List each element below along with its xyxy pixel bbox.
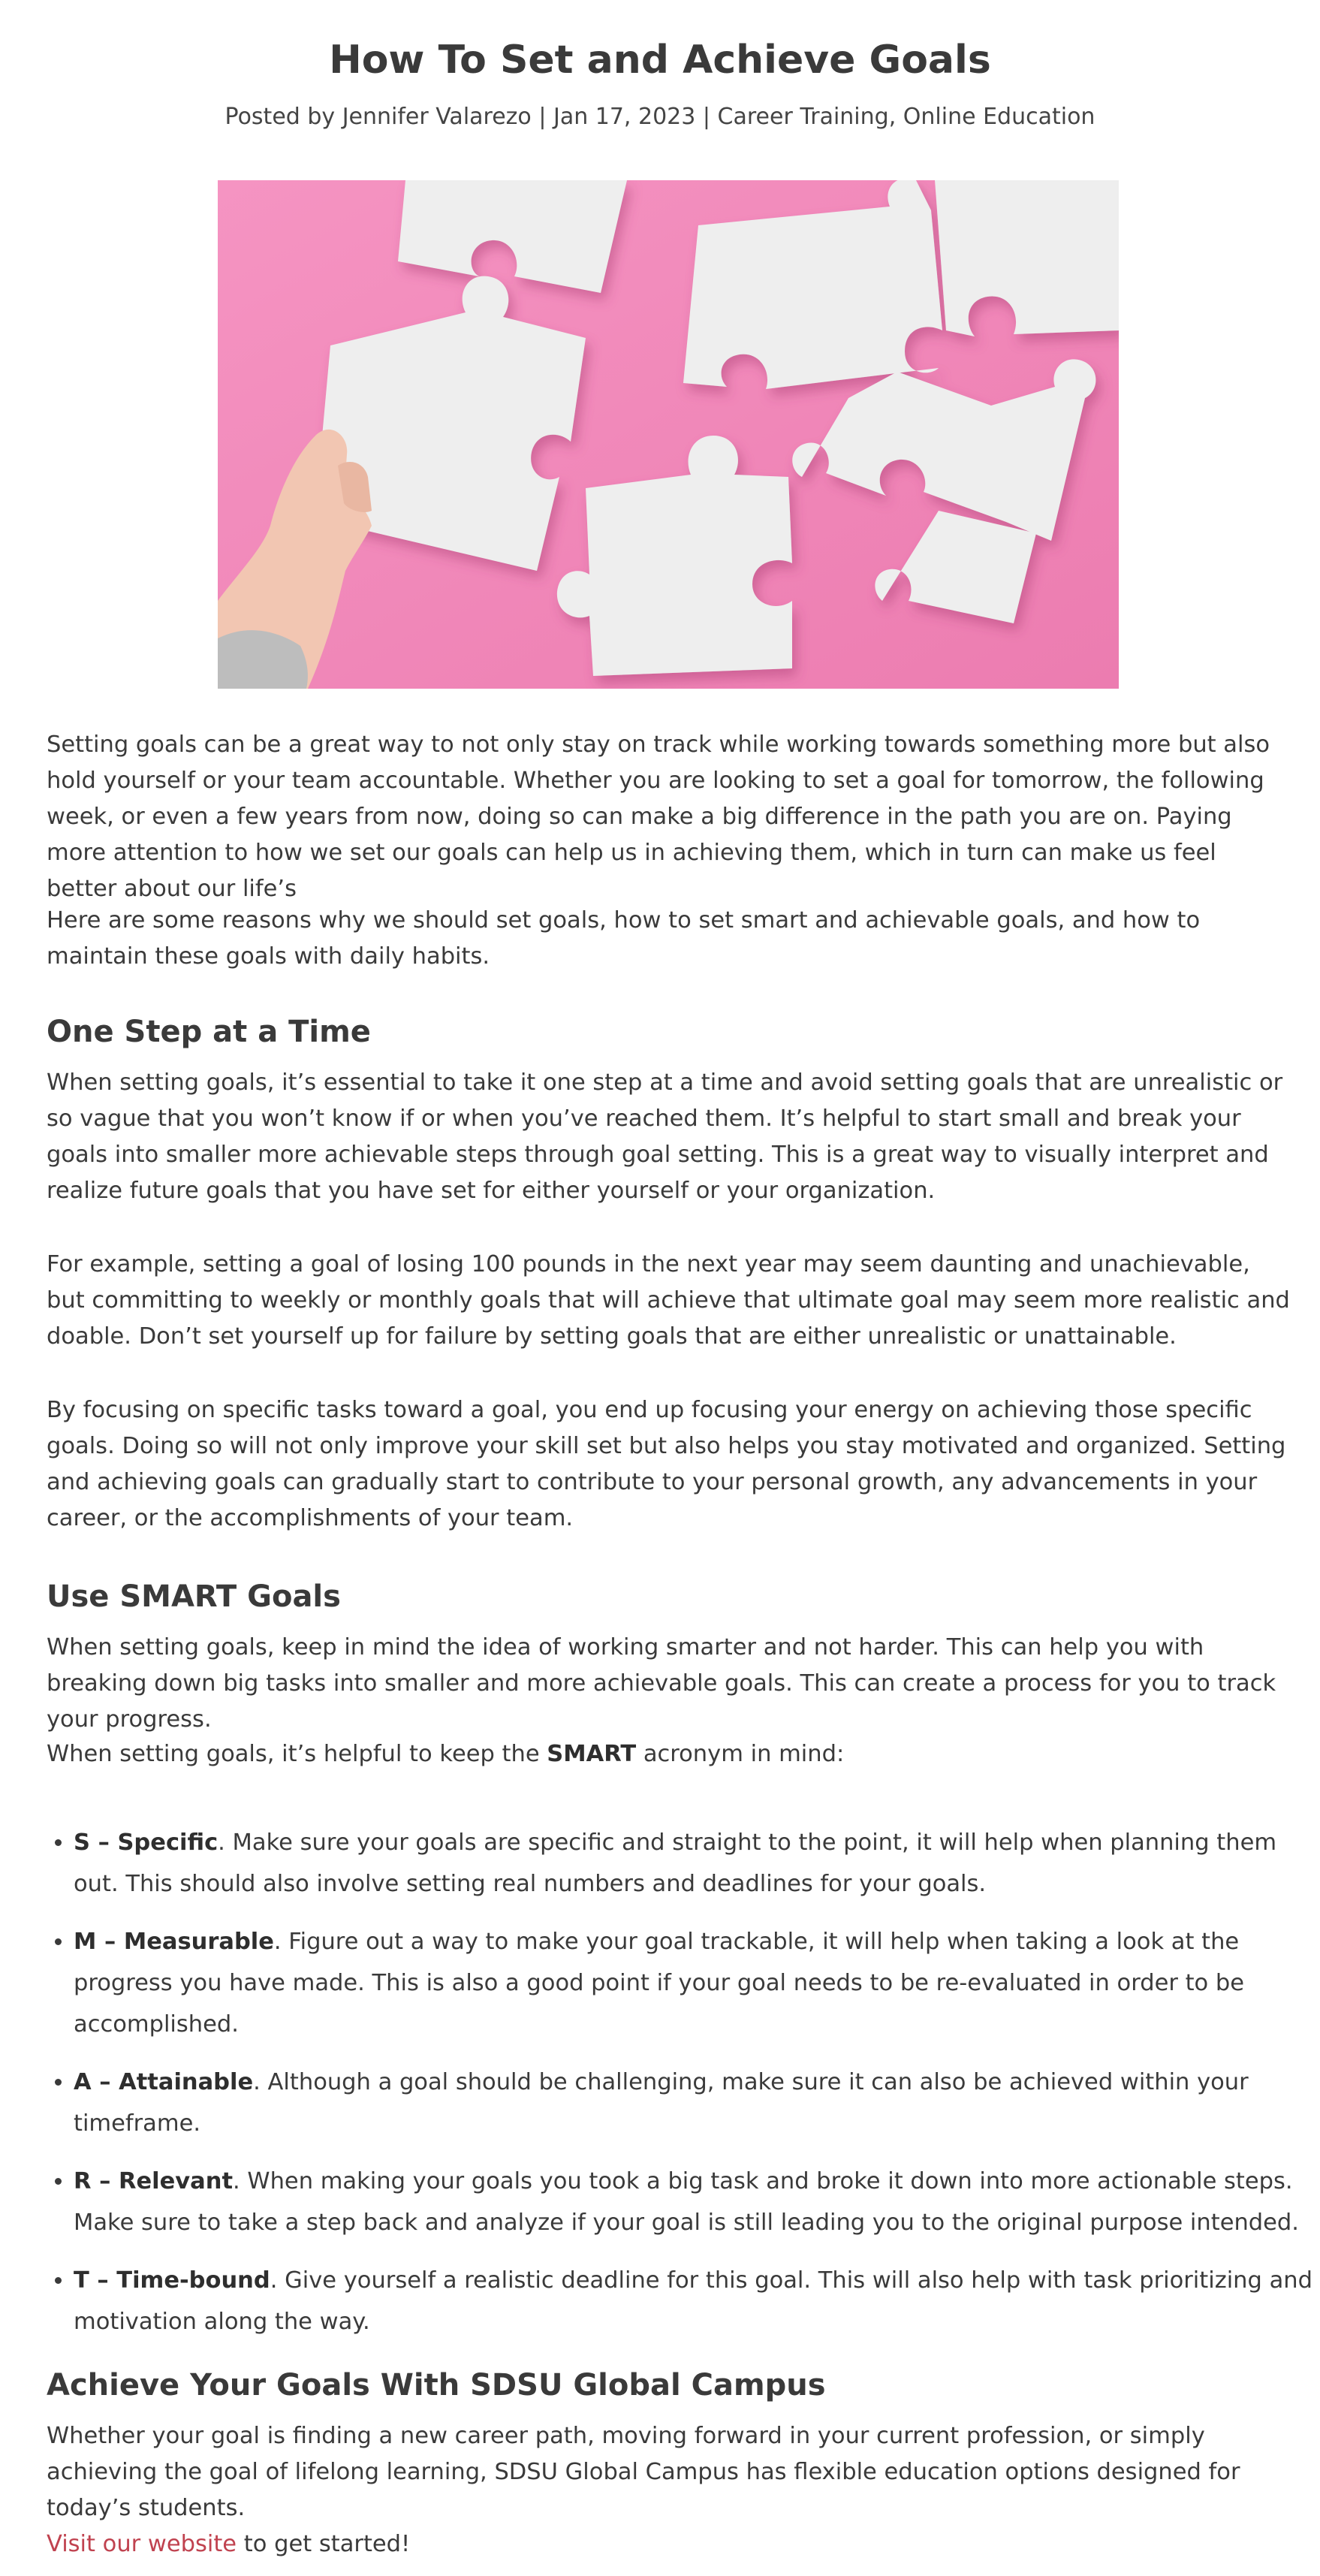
list-item-relevant xyxy=(74,2161,1312,2243)
section1-paragraph-3: By focusing on specific tasks toward a goal, you end up focusing your energy on achieving those specific goals. Doing so will not only improve your skill set but also helps you stay motivated and organized. Setting and achieving goals can gradually start to contribute to your personal growth, any advancements in your career, or the accomplishments of your team. xyxy=(47,1397,1286,1531)
category-link-online-education[interactable]: Online Education xyxy=(903,104,1095,130)
list-text: . Although a goal should be challenging, make sure it can also be achieved within your timeframe. xyxy=(74,2069,1249,2137)
category-separator: , xyxy=(888,104,903,130)
list-text: . When making your goals you took a big task and broke it down into more actionable steps. Make sure to take a step back and analyze if your goal is still leading you to the original purpose intended. xyxy=(74,2168,1299,2236)
section-heading-one-step: One Step at a Time xyxy=(47,1015,371,1049)
section3-paragraph xyxy=(47,2418,1293,2562)
list-term: R – Relevant xyxy=(74,2168,234,2194)
acronym-intro-before: When setting goals, it’s helpful to keep the xyxy=(47,1741,547,1767)
visit-website-link[interactable]: Visit our website xyxy=(47,2531,237,2557)
meta-separator: | xyxy=(531,104,553,130)
section-heading-sdsu: Achieve Your Goals With SDSU Global Campus xyxy=(47,2368,826,2403)
intro-paragraph-1: Setting goals can be a great way to not only stay on track while working towards something more but also hold yourself or your team accountable. Whether you are looking to set a goal for tomorrow, the following week, or even a few years from now, doing so can make a big difference in the path you are on. Paying more attention to how we set our goals can help us in achieving them, which in turn can make us feel better about our life’s xyxy=(47,731,1270,902)
list-item-attainable xyxy=(74,2062,1312,2144)
puzzle-illustration xyxy=(218,180,1119,689)
section2-paragraph: When setting goals, keep in mind the idea of working smarter and not harder. This can help you with breaking down big tasks into smaller and more achievable goals. This can create a process for you to track your progress. xyxy=(47,1634,1276,1733)
section3-text: Whether your goal is finding a new career path, moving forward in your current profession, or simply achieving the goal of lifelong learning, SDSU Global Campus has flexible education options designed for today’s students. xyxy=(47,2423,1240,2521)
meta-separator: | xyxy=(695,104,718,130)
section1-paragraph-2: For example, setting a goal of losing 100 pounds in the next year may seem daunting and unachievable, but committing to weekly or monthly goals that will achieve that ultimate goal may seem more realistic and doable. Don’t set yourself up for failure by setting goals that are either unrealistic or unattainable. xyxy=(47,1251,1290,1350)
section-heading-smart-goals: Use SMART Goals xyxy=(47,1579,341,1614)
page-title: How To Set and Achieve Goals xyxy=(329,38,991,83)
post-date: Jan 17, 2023 xyxy=(553,104,696,130)
acronym-intro-after: acronym in mind: xyxy=(636,1741,845,1767)
author-link[interactable]: Jennifer Valarezo xyxy=(342,104,532,130)
meta-prefix: Posted by xyxy=(225,104,342,130)
list-item-specific xyxy=(74,1822,1312,1905)
list-term: M – Measurable xyxy=(74,1929,274,1955)
list-item-measurable xyxy=(74,1921,1312,2045)
post-meta xyxy=(0,101,1320,134)
smart-acronym-intro xyxy=(47,1736,1293,1772)
puzzle-pieces-image xyxy=(218,180,1119,689)
list-item-time-bound xyxy=(74,2260,1312,2342)
list-text: . Give yourself a realistic deadline for this goal. This will also help with task prioritizing and motivation along the way. xyxy=(74,2267,1312,2335)
list-text: . Figure out a way to make your goal trackable, it will help when taking a look at the progress you have made. This is also a good point if your goal needs to be re-evaluated in order to be accomplished. xyxy=(74,1929,1245,2038)
smart-list xyxy=(47,1822,1312,2359)
list-term: S – Specific xyxy=(74,1829,218,1856)
list-text: . Make sure your goals are specific and straight to the point, it will help when planning them out. This should also involve setting real numbers and deadlines for your goals. xyxy=(74,1829,1277,1897)
category-link-career-training[interactable]: Career Training xyxy=(717,104,889,130)
list-term: T – Time-bound xyxy=(74,2267,270,2294)
acronym-smart: SMART xyxy=(547,1741,637,1767)
after-link-text: to get started! xyxy=(237,2531,411,2557)
intro-paragraph-2: Here are some reasons why we should set goals, how to set smart and achievable goals, and how to maintain these goals with daily habits. xyxy=(47,907,1201,970)
list-term: A – Attainable xyxy=(74,2069,254,2095)
section1-paragraph-1: When setting goals, it’s essential to take it one step at a time and avoid setting goals that are unrealistic or so vague that you won’t know if or when you’ve reached them. It’s helpful to start small and break your goals into smaller more achievable steps through goal setting. This is a great way to visually interpret and realize future goals that you have set for either yourself or your organization. xyxy=(47,1069,1283,1204)
